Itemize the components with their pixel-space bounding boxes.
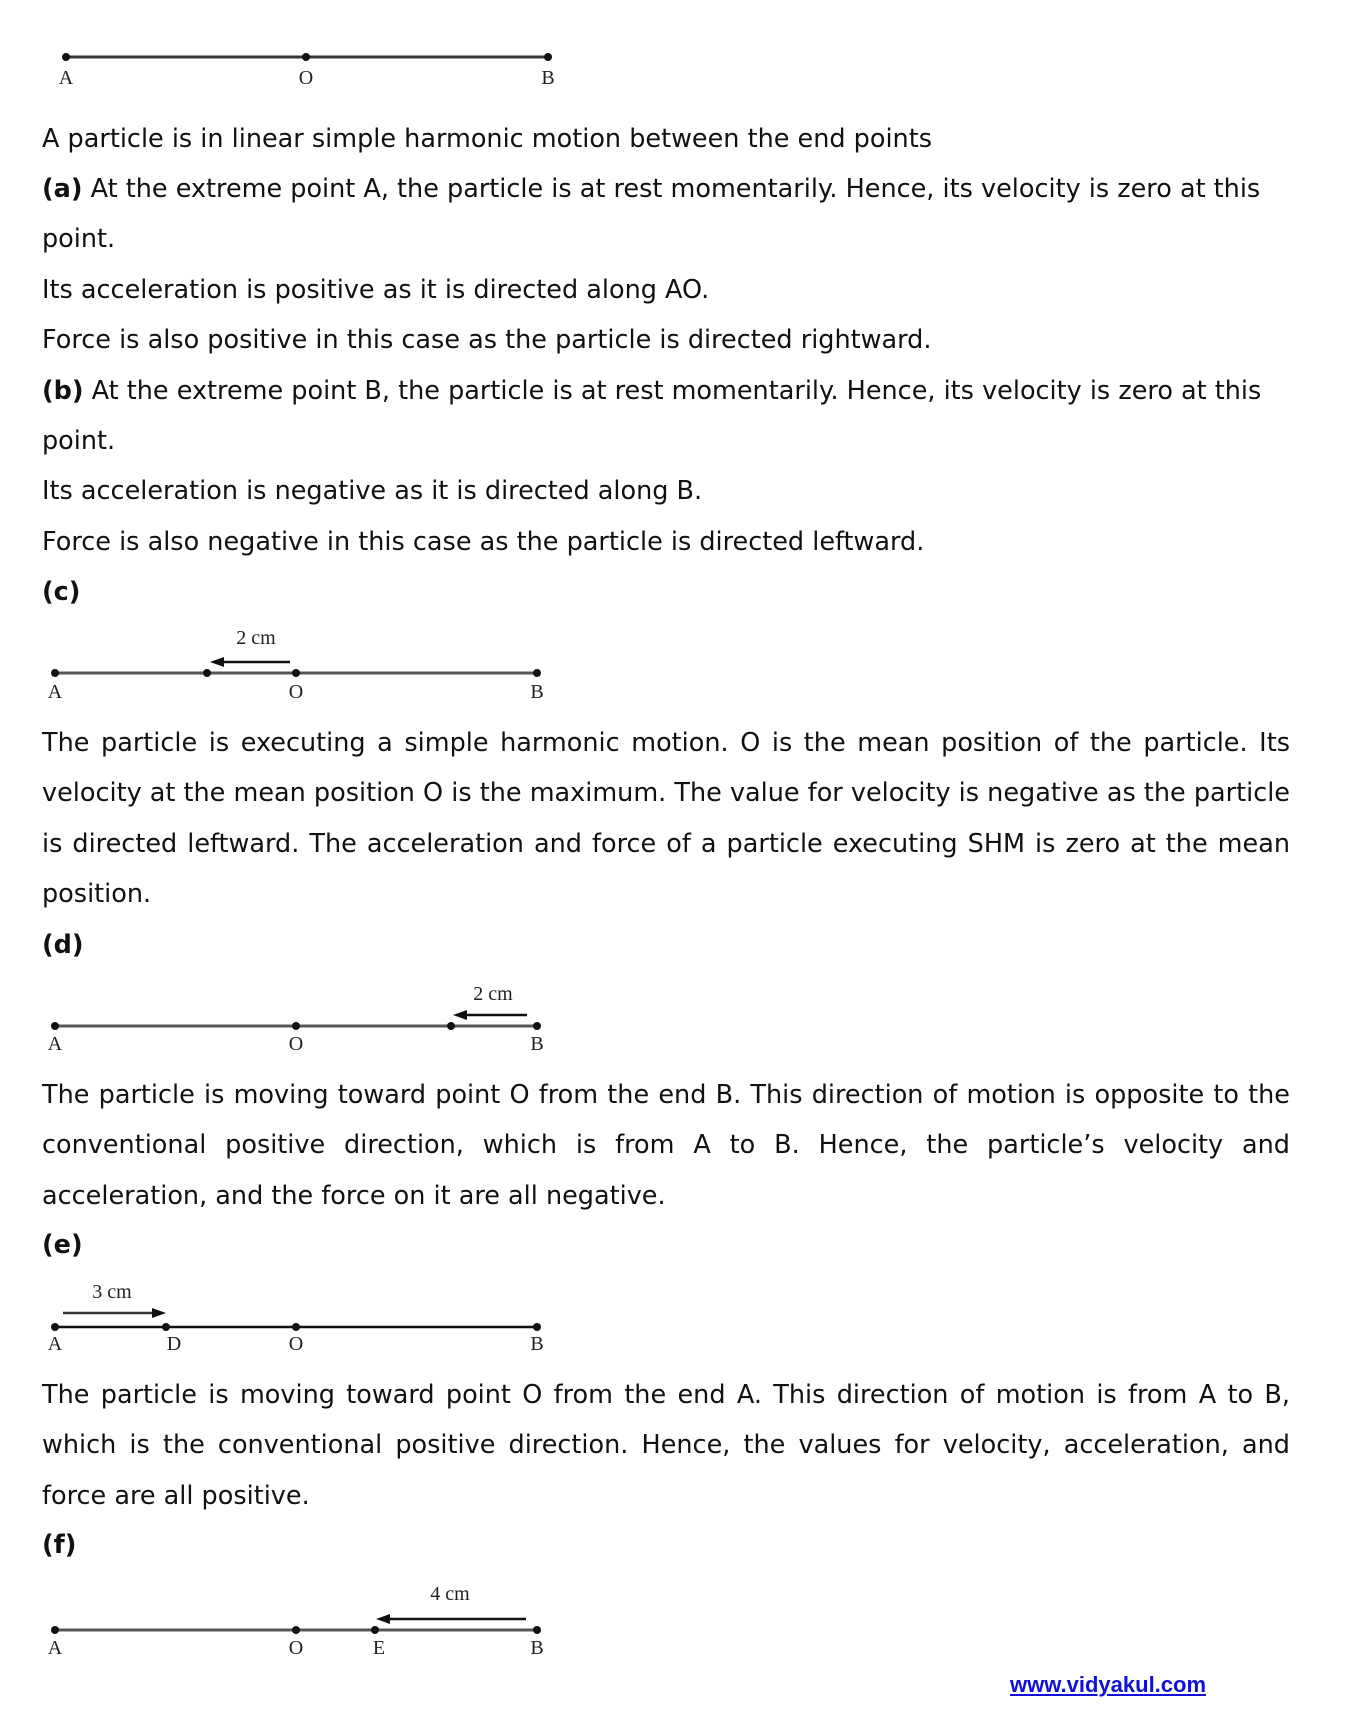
part-a-acceleration: Its acceleration is positive as it is directed along AO. — [42, 275, 710, 305]
number-line-part-f — [0, 1570, 600, 1659]
number-line-part-c — [0, 620, 600, 703]
point-label-A: A — [58, 67, 74, 89]
part-d-text: The particle is moving toward point O from the end B. This direction of motion is opposite to the conventional positive direction, which is from A to B. Hence, the particle’s velocity and acceleration, and the force on it are all negative. — [42, 1080, 1290, 1211]
distance-label: 3 cm — [92, 1281, 132, 1303]
arrow-right-icon — [152, 1308, 166, 1318]
part-f-label: (f) — [42, 1530, 77, 1560]
arrow-left-icon — [376, 1614, 390, 1624]
part-b-paragraph — [42, 366, 1290, 467]
point-label-B: B — [530, 1033, 544, 1055]
point-label-O: O — [288, 1637, 304, 1659]
distance-label: 2 cm — [473, 983, 513, 1005]
part-b-label: (b) — [42, 376, 84, 406]
point-label-D: D — [166, 1333, 182, 1355]
number-line-AOB — [0, 40, 600, 90]
number-line-part-e — [0, 1270, 600, 1355]
point-label-O: O — [298, 67, 314, 89]
part-b-acceleration: Its acceleration is negative as it is directed along B. — [42, 476, 703, 506]
part-a-label: (a) — [42, 174, 83, 204]
part-e-label: (e) — [42, 1230, 83, 1260]
part-c-label: (c) — [42, 577, 81, 607]
point-label-A: A — [47, 681, 63, 703]
intro-text: A particle is in linear simple harmonic motion between the end points — [42, 124, 932, 154]
point-label-A: A — [47, 1637, 63, 1659]
part-a-text: At the extreme point A, the particle is at rest momentarily. Hence, its velocity is zero at this point. — [42, 174, 1261, 255]
diagram-part-c — [0, 620, 600, 703]
point-label-B: B — [530, 681, 544, 703]
part-c-text: The particle is executing a simple harmonic motion. O is the mean position of the particle. Its velocity at the mean position O is the maximum. The value for velocity is negative as the particle is directed leftward. The acceleration and force of a particle executing SHM is zero at the mean position. — [42, 728, 1290, 909]
diagram-part-f — [0, 1570, 600, 1659]
point-label-A: A — [47, 1333, 63, 1355]
part-b-text: At the extreme point B, the particle is at rest momentarily. Hence, its velocity is zero at this point. — [42, 376, 1262, 457]
vidyakul-footer-link[interactable]: www.vidyakul.com — [1010, 1672, 1207, 1697]
diagram-intro-AOB — [0, 40, 600, 90]
part-b-force: Force is also negative in this case as the particle is directed leftward. — [42, 527, 925, 557]
part-e-text: The particle is moving toward point O from the end A. This direction of motion is from A to B, which is the conventional positive direction. Hence, the values for velocity, acceleration, and force are all positive. — [42, 1380, 1290, 1511]
point-label-B: B — [530, 1333, 544, 1355]
point-label-O: O — [288, 1033, 304, 1055]
part-a-force: Force is also positive in this case as the particle is directed rightward. — [42, 325, 932, 355]
point-label-B: B — [541, 67, 555, 89]
point-label-B: B — [530, 1637, 544, 1659]
part-d-label: (d) — [42, 930, 84, 960]
arrow-left-icon — [210, 657, 224, 667]
part-a-paragraph — [42, 164, 1290, 265]
point-label-E: E — [372, 1637, 386, 1659]
number-line-part-d — [0, 970, 600, 1055]
diagram-part-d — [0, 970, 600, 1055]
distance-label: 4 cm — [430, 1583, 470, 1605]
arrow-left-icon — [453, 1010, 467, 1020]
distance-label: 2 cm — [236, 627, 276, 649]
point-label-O: O — [288, 1333, 304, 1355]
diagram-part-e — [0, 1270, 600, 1355]
point-label-O: O — [288, 681, 304, 703]
point-label-A: A — [47, 1033, 63, 1055]
